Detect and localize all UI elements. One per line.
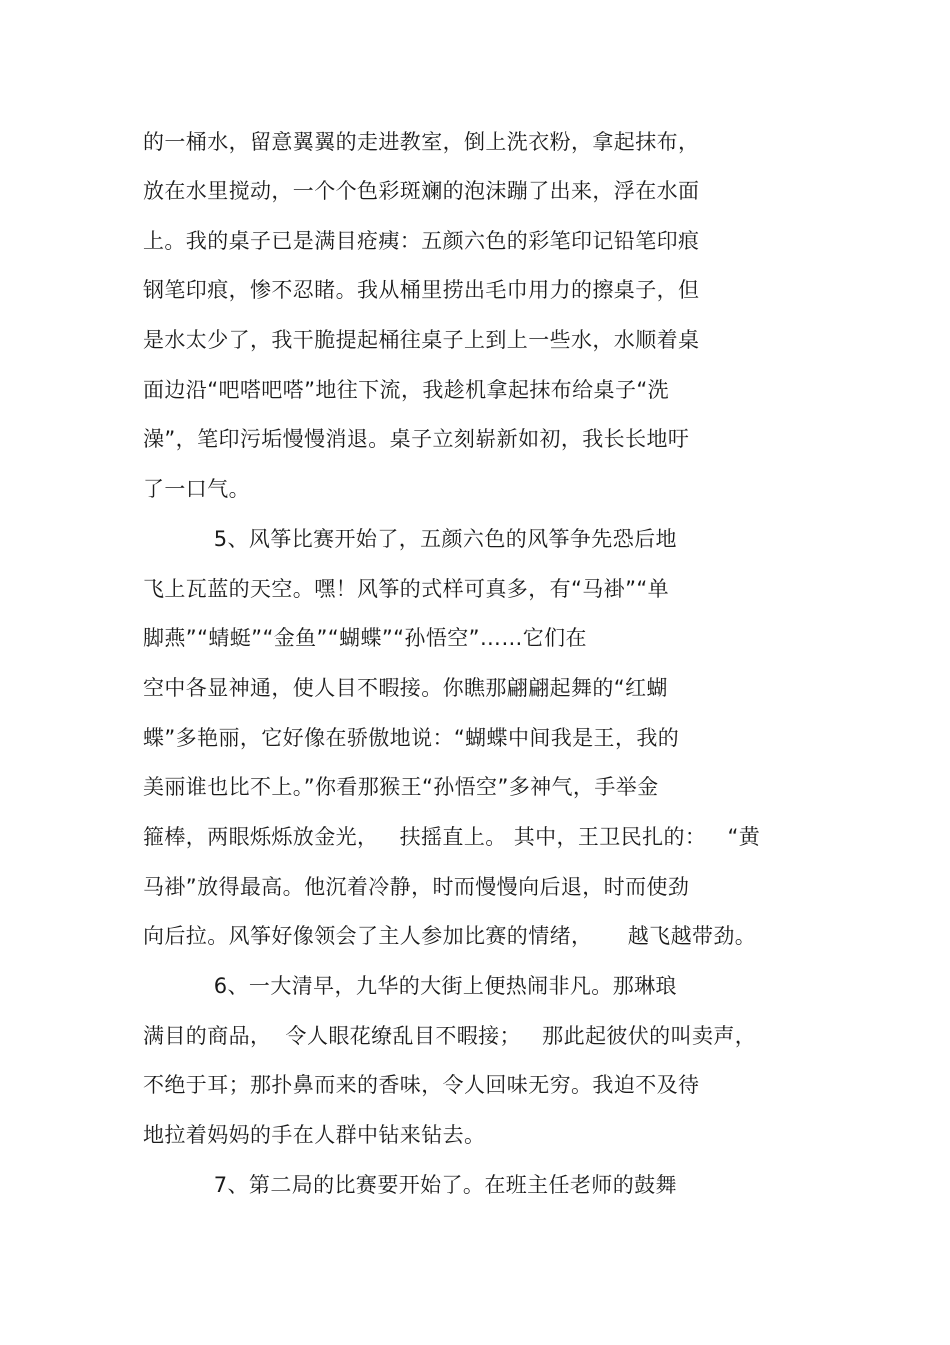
text-line: 马褂”放得最高。他沉着冷静，时而慢慢向后退，时而使劲: [143, 875, 690, 899]
text-line: 蝶”多艳丽，它好像在骄傲地说：“蝴蝶中间我是王，我的: [143, 726, 680, 750]
text-line: 飞上瓦蓝的天空。嘿！风筝的式样可真多，有“马褂”“单: [143, 577, 670, 601]
text-line: 了一口气。: [143, 477, 250, 501]
text-line: 的一桶水，留意翼翼的走进教室，倒上洗衣粉，拿起抹布，: [143, 130, 700, 154]
text-line: 美丽谁也比不上。”你看那猴王“孙悟空”多神气，手举金: [143, 775, 659, 799]
text-line: 向后拉。风筝好像领会了主人参加比赛的情绪， 越飞越带劲。: [143, 924, 757, 948]
text-line: 地拉着妈妈的手在人群中钻来钻去。: [143, 1123, 486, 1147]
text-line: 澡”，笔印污垢慢慢消退。桌子立刻崭新如初，我长长地吁: [143, 427, 690, 451]
text-line: 箍棒，两眼烁烁放金光， 扶摇直上。 其中，王卫民扎的： “黄: [143, 825, 761, 849]
text-line: 7、第二局的比赛要开始了。在班主任老师的鼓舞: [143, 1173, 677, 1197]
text-line: 是水太少了，我干脆提起桶往桌子上到上一些水，水顺着桌: [143, 328, 700, 352]
text-line: 5、风筝比赛开始了，五颜六色的风筝争先恐后地: [143, 527, 677, 551]
text-line: 放在水里搅动，一个个色彩斑斓的泡沫蹦了出来，浮在水面: [143, 179, 700, 203]
text-line: 6、一大清早，九华的大街上便热闹非凡。那琳琅: [143, 974, 677, 998]
text-line: 满目的商品， 令人眼花缭乱目不暇接； 那此起彼伏的叫卖声，: [143, 1024, 757, 1048]
text-line: 脚燕”“蜻蜓”“金鱼”“蝴蝶”“孙悟空”……它们在: [143, 626, 587, 650]
text-line: 面边沿“吧嗒吧嗒”地往下流，我趁机拿起抹布给桌子“洗: [143, 378, 670, 402]
text-line: 空中各显神通，使人目不暇接。你瞧那翩翩起舞的“红蝴: [143, 676, 668, 700]
text-line: 上。我的桌子已是满目疮痍：五颜六色的彩笔印记铅笔印痕: [143, 229, 700, 253]
text-line: 钢笔印痕，惨不忍睹。我从桶里捞出毛巾用力的擦桌子，但: [143, 278, 700, 302]
text-line: 不绝于耳；那扑鼻而来的香味，令人回味无穷。我迫不及待: [143, 1073, 700, 1097]
